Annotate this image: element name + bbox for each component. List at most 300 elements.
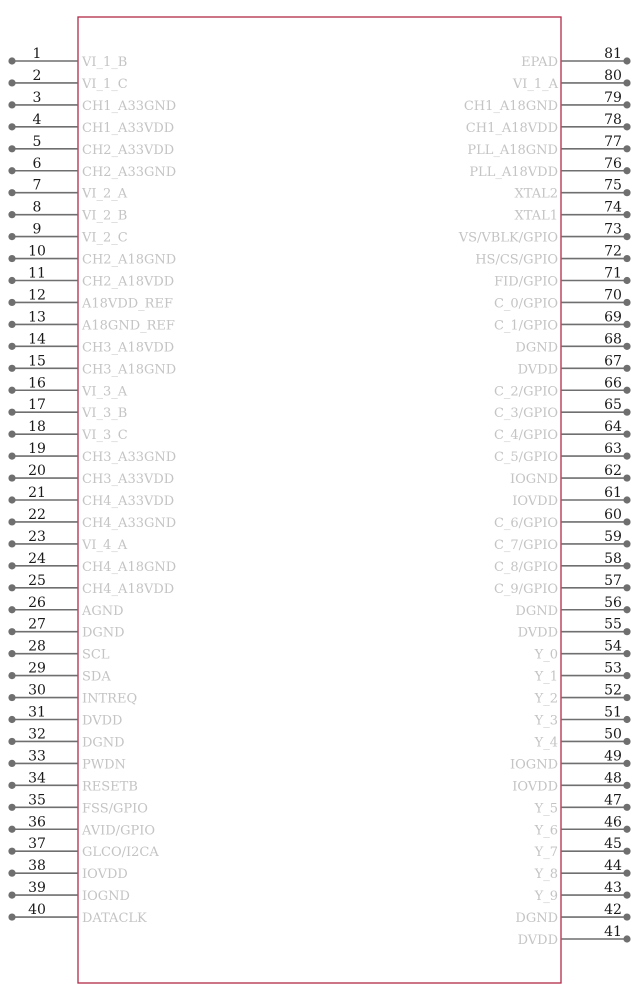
pin-number: 67 [604,353,622,370]
pin-name: AVID/GPIO [82,823,155,839]
pin-name: IOGND [510,757,558,773]
pin-terminal-dot [8,189,15,196]
pin-number: 13 [28,309,46,326]
right-pin [458,222,631,246]
left-pin-column [8,46,176,926]
pin-terminal-dot [8,167,15,174]
pin-number: 37 [28,836,46,853]
pin-terminal-dot [623,233,630,240]
pin-number: 25 [28,572,46,589]
pin-terminal-dot [623,716,630,723]
left-pin [8,112,174,136]
pin-name: Y_3 [534,713,558,729]
pin-name: CH4_A33GND [82,515,177,531]
pin-terminal-dot [8,826,15,833]
pin-number: 60 [604,506,622,523]
left-pin [8,705,122,729]
pin-name: VI_1_B [82,55,128,70]
pin-number: 18 [28,419,46,436]
pin-number: 9 [32,221,42,238]
pin-terminal-dot [623,277,630,284]
pin-name: CH2_A33GND [82,164,177,180]
pin-number: 29 [28,660,46,677]
pin-terminal-dot [8,387,15,394]
pin-name: IOGND [510,472,558,488]
right-pin [494,375,631,399]
pin-name: FSS/GPIO [82,801,148,817]
pin-terminal-dot [623,694,630,701]
pin-terminal-dot [623,299,630,306]
pin-name: CH4_A18GND [82,559,177,575]
pin-terminal-dot [623,145,630,152]
right-pin [518,924,631,948]
pin-name: DGND [82,735,125,751]
pin-terminal-dot [623,518,630,525]
pin-number: 38 [28,858,46,875]
right-pin [518,353,631,377]
right-pin [512,770,630,794]
pin-name: CH2_A18VDD [82,274,175,290]
pin-number: 10 [28,243,46,260]
left-pin [8,814,155,838]
pin-name: DVDD [517,625,558,641]
pin-number: 46 [604,814,622,831]
left-pin [8,397,127,421]
pin-number: 16 [28,375,46,392]
pin-terminal-dot [8,474,15,481]
pin-name: C_5/GPIO [493,450,558,466]
pin-terminal-dot [623,848,630,855]
pin-number: 68 [604,331,622,348]
pin-number: 19 [28,441,46,458]
pin-terminal-dot [623,870,630,877]
pin-name: CH1_A18VDD [465,120,558,136]
left-pin [8,573,174,597]
pin-terminal-dot [8,628,15,635]
pin-terminal-dot [623,409,630,416]
pin-name: VS/VBLK/GPIO [458,230,558,246]
pin-terminal-dot [8,540,15,547]
pin-number: 49 [604,748,622,765]
right-pin [494,397,631,421]
pin-number: 1 [32,46,42,62]
left-pin [8,748,126,772]
left-pin [8,244,176,268]
pin-terminal-dot [8,562,15,569]
pin-terminal-dot [623,167,630,174]
pin-terminal-dot [623,211,630,218]
pin-name: DGND [515,603,558,619]
right-pin [534,661,631,685]
pin-terminal-dot [8,913,15,920]
pin-number: 78 [604,111,622,128]
pin-number: 35 [28,792,46,809]
left-pin [8,200,127,224]
pin-name: DVDD [517,362,558,378]
pin-terminal-dot [623,804,630,811]
pin-terminal-dot [8,365,15,372]
pin-terminal-dot [8,738,15,745]
pin-terminal-dot [8,57,15,64]
pin-terminal-dot [623,562,630,569]
pin-name: VI_2_B [82,208,128,224]
pin-number: 73 [604,221,622,238]
pin-terminal-dot [623,782,630,789]
right-pin [464,90,631,114]
right-pin [515,331,630,355]
pin-name: PLL_A18VDD [469,164,558,180]
pin-terminal-dot [623,343,630,350]
pin-name: SDA [82,669,111,685]
pin-name: A18GND_REF [82,318,175,334]
pin-name: PLL_A18GND [467,142,558,158]
pin-number: 33 [28,748,46,765]
pin-terminal-dot [623,474,630,481]
pin-terminal-dot [8,123,15,130]
pin-name: CH1_A33VDD [82,120,175,136]
right-pin [534,683,631,707]
pin-number: 23 [28,528,46,545]
pin-name: C_7/GPIO [493,537,558,553]
pin-name: C_4/GPIO [493,428,558,444]
pin-terminal-dot [8,343,15,350]
right-pin [494,266,630,290]
pin-number: 58 [604,550,622,567]
right-pin [515,595,630,619]
pin-terminal-dot [8,409,15,416]
pin-name: CH3_A18VDD [82,340,175,356]
pin-number: 14 [28,331,46,348]
pin-name: Y_7 [534,845,558,861]
pin-number: 41 [604,924,622,940]
left-pin [8,661,111,685]
pin-number: 22 [28,506,46,523]
pin-terminal-dot [623,453,630,460]
pin-number: 76 [604,155,622,172]
pin-terminal-dot [623,935,630,942]
left-pin [8,68,127,92]
pin-terminal-dot [623,628,630,635]
pin-terminal-dot [623,123,630,130]
pin-number: 62 [604,463,622,480]
left-pin [8,331,174,355]
pin-name: GLCO/I2CA [82,845,159,861]
pin-name: CH1_A33GND [82,98,177,114]
pin-name: DGND [515,911,558,927]
right-pin [512,485,630,509]
pin-number: 5 [32,133,42,150]
pin-name: C_2/GPIO [493,384,558,400]
pin-name: XTAL2 [514,186,558,202]
left-pin [8,90,176,114]
pin-number: 65 [604,397,622,414]
pin-number: 26 [28,594,46,611]
pin-number: 24 [28,550,46,567]
pin-terminal-dot [8,211,15,218]
pin-name: AGND [82,603,124,619]
pin-number: 51 [604,704,622,721]
pin-name: CH3_A18GND [82,362,177,378]
pin-terminal-dot [8,870,15,877]
pin-number: 54 [604,638,622,655]
pin-name: VI_1_A [512,76,558,92]
left-pin [8,419,127,443]
pin-name: FID/GPIO [494,274,558,290]
pin-number: 21 [28,485,46,501]
right-pin [534,814,631,838]
pin-terminal-dot [623,913,630,920]
pin-number: 12 [28,287,46,304]
pin-terminal-dot [8,299,15,306]
pin-terminal-dot [623,255,630,262]
pin-number: 57 [604,572,622,589]
pin-name: SCL [82,647,110,663]
left-pin [8,639,109,663]
pin-name: IOVDD [512,779,558,795]
pin-name: IOVDD [512,494,558,509]
pin-name: VI_3_B [82,406,128,422]
left-pin [8,507,176,531]
right-pin [467,134,630,158]
pin-number: 70 [604,287,622,304]
pin-name: Y_6 [534,823,558,839]
pin-name: CH3_A33VDD [82,472,175,488]
pin-number: 36 [28,814,46,831]
pin-name: DATACLK [82,911,147,927]
pin-number: 71 [604,265,622,282]
right-pin [494,441,631,465]
pin-name: DGND [82,625,125,641]
left-pin [8,134,174,158]
left-pin [8,726,124,750]
pin-name: XTAL1 [514,208,558,224]
left-pin [8,287,173,311]
pin-number: 31 [28,704,46,721]
right-pin [475,244,630,268]
pin-number: 30 [28,682,46,699]
pin-terminal-dot [8,79,15,86]
pin-terminal-dot [8,584,15,591]
left-pin [8,551,176,575]
left-pin [8,309,175,333]
pin-name: Y_1 [534,669,558,685]
pin-name: C_6/GPIO [493,515,558,531]
pin-name: RESETB [82,779,138,795]
left-pin [8,836,159,860]
right-pin [469,156,630,180]
right-pin [510,748,631,772]
left-pin [8,485,174,509]
pin-terminal-dot [623,189,630,196]
pin-number: 17 [28,397,46,414]
pin-terminal-dot [8,892,15,899]
pin-name: EPAD [521,55,558,70]
pin-terminal-dot [8,321,15,328]
pin-name: Y_8 [534,867,558,883]
pin-name: C_9/GPIO [493,581,558,597]
right-pin [514,200,630,224]
pin-name: Y_4 [534,735,558,751]
pin-number: 63 [604,441,622,458]
pin-number: 47 [604,792,622,809]
pin-name: A18VDD_REF [82,296,173,312]
pin-terminal-dot [623,365,630,372]
pin-number: 44 [604,858,622,875]
pin-number: 39 [28,880,46,897]
pin-number: 2 [32,67,42,84]
pin-terminal-dot [623,321,630,328]
pin-name: VI_3_C [82,428,128,444]
pin-terminal-dot [8,518,15,525]
pin-number: 55 [604,616,622,633]
pin-number: 79 [604,89,622,106]
left-pin [8,529,127,553]
pin-name: CH2_A33VDD [82,142,175,158]
pin-number: 11 [28,265,46,282]
pin-name: CH2_A18GND [82,252,177,268]
pin-number: 53 [604,660,622,677]
pin-name: PWDN [82,757,126,773]
pin-terminal-dot [8,782,15,789]
pin-terminal-dot [623,738,630,745]
pin-name: CH4_A33VDD [82,494,175,509]
right-pin [534,836,631,860]
pin-number: 8 [32,199,42,216]
pin-terminal-dot [623,431,630,438]
left-pin [8,770,138,794]
pin-terminal-dot [623,760,630,767]
pin-terminal-dot [8,453,15,460]
pin-terminal-dot [623,496,630,503]
pin-name: CH4_A18VDD [82,581,175,597]
pin-name: VI_3_A [82,384,128,400]
pin-number: 56 [604,594,622,611]
pin-terminal-dot [8,233,15,240]
pin-terminal-dot [623,606,630,613]
pin-name: HS/CS/GPIO [475,252,558,268]
pin-name: VI_2_A [82,186,128,202]
pin-name: VI_4_A [82,537,128,553]
pin-number: 40 [28,902,46,919]
right-pin [518,617,631,641]
left-pin [8,441,176,465]
right-pin [534,792,631,816]
pin-terminal-dot [8,716,15,723]
pin-name: CH1_A18GND [463,98,558,114]
pin-name: VI_2_C [82,230,128,246]
pin-number: 59 [604,528,622,545]
left-pin [8,156,176,180]
pin-terminal-dot [8,431,15,438]
pin-number: 4 [32,111,42,128]
pin-name: CH3_A33GND [82,450,177,466]
pin-terminal-dot [623,584,630,591]
pin-terminal-dot [8,848,15,855]
pin-terminal-dot [8,101,15,108]
pin-name: C_8/GPIO [493,559,558,575]
pin-number: 34 [28,770,46,787]
pin-terminal-dot [623,650,630,657]
left-pin [8,266,174,290]
pin-number: 75 [604,177,622,194]
pin-terminal-dot [8,672,15,679]
pin-terminal-dot [623,101,630,108]
pin-name: IOVDD [82,867,128,883]
pin-number: 15 [28,353,46,370]
right-pin [494,529,631,553]
pin-number: 61 [604,485,622,501]
pin-number: 42 [604,902,622,919]
pin-terminal-dot [8,804,15,811]
pin-name: VI_1_C [82,76,128,92]
pin-number: 81 [604,46,622,62]
pin-terminal-dot [8,496,15,503]
right-pin [494,573,631,597]
right-pin [494,287,631,311]
right-pin [534,705,631,729]
pin-name: INTREQ [82,691,138,707]
pin-number: 32 [28,726,46,743]
pin-terminal-dot [8,145,15,152]
pin-name: DGND [515,340,558,356]
left-pin [8,222,127,246]
right-pin [494,309,631,333]
left-pin [8,178,127,202]
pin-terminal-dot [623,387,630,394]
pin-name: Y_5 [534,801,558,817]
pin-name: DVDD [517,933,558,948]
pin-name: DVDD [82,713,123,729]
pin-terminal-dot [623,892,630,899]
pin-number: 6 [32,155,42,172]
right-pin [534,880,631,904]
pin-terminal-dot [8,694,15,701]
pin-number: 50 [604,726,622,743]
pin-number: 74 [604,199,622,216]
pin-name: C_1/GPIO [493,318,558,334]
left-pin [8,353,176,377]
right-pin [534,639,631,663]
right-pin-column [458,46,631,948]
pin-number: 69 [604,309,622,326]
pin-name: IOGND [82,889,130,905]
right-pin [521,46,630,70]
pin-number: 48 [604,770,622,787]
pin-number: 80 [604,67,622,84]
right-pin [534,726,631,750]
pin-number: 52 [604,682,622,699]
right-pin [510,463,631,487]
pin-terminal-dot [8,760,15,767]
left-pin [8,858,127,882]
left-pin [8,617,124,641]
pin-number: 64 [604,419,622,436]
pin-terminal-dot [623,57,630,64]
right-pin [515,902,630,926]
pin-number: 77 [604,133,622,150]
pin-number: 43 [604,880,622,897]
right-pin [494,507,631,531]
pin-number: 20 [28,463,46,480]
pin-name: C_3/GPIO [493,406,558,422]
pin-number: 3 [32,89,42,106]
left-pin [8,595,123,619]
pin-number: 72 [604,243,622,260]
pin-terminal-dot [8,255,15,262]
pin-terminal-dot [8,277,15,284]
left-pin [8,46,127,70]
pin-terminal-dot [623,79,630,86]
